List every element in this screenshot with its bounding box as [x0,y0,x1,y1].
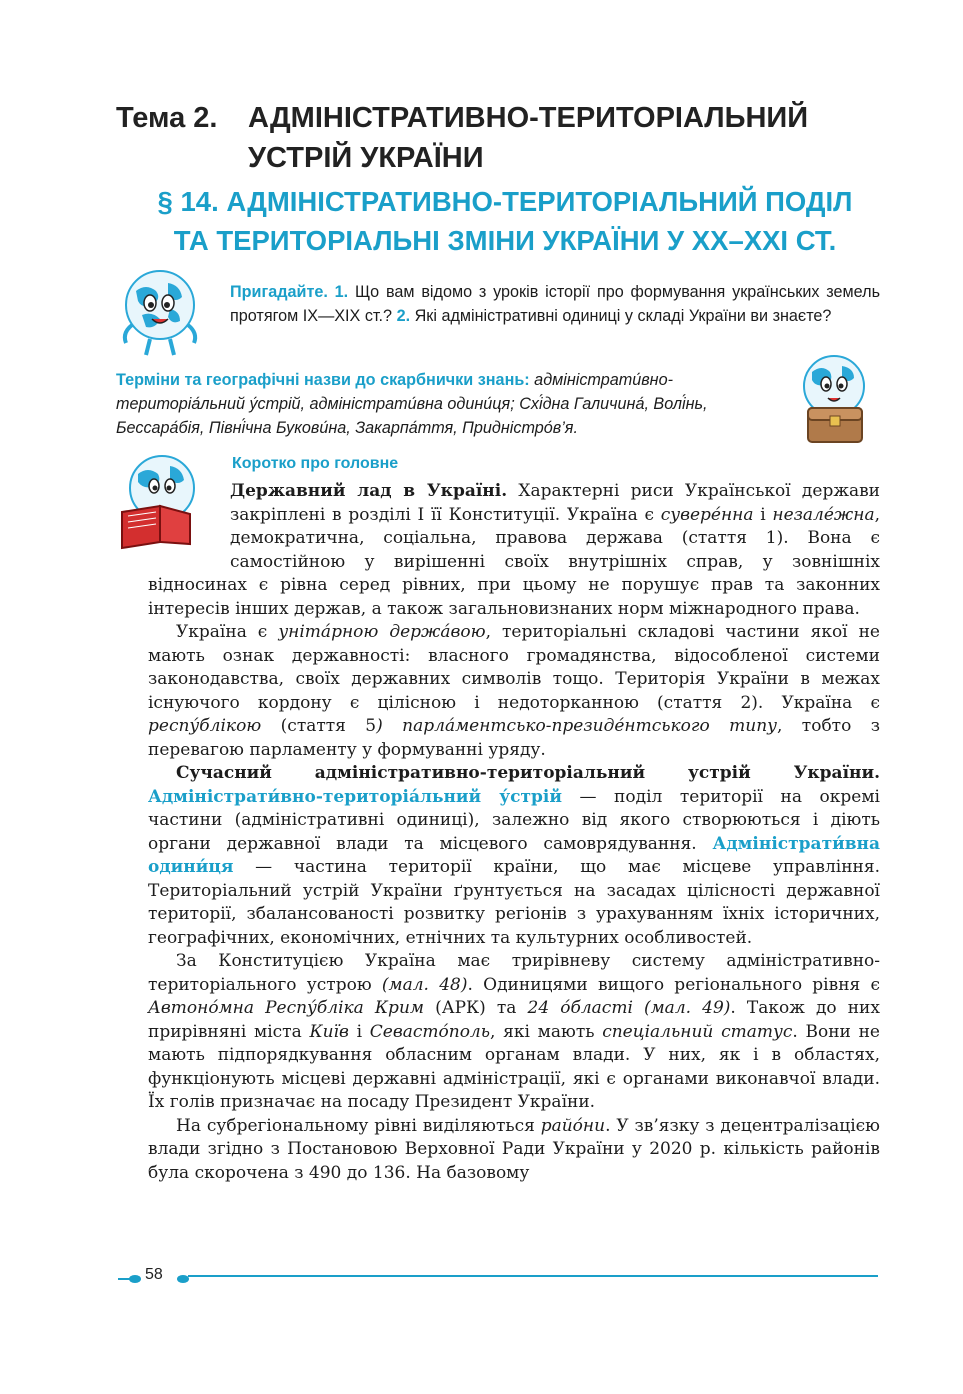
text-span: — поділ території на окремі частини (адміністративні одиниці), залежно від якого створюються і діють органи державної влади та місцевого самоврядування. [148,786,880,854]
italic-span: ) парла́ментсько-президе́нтського типу [376,716,777,736]
terms-list: адміністрати́вно-територіа́льний у́стрій, адміністрати́вна одини́ця; Схі́дна Галичина́, Волі́нь, Бессара́бія, Півні́чна Букови́на, Закарпа́ття, Придністро́в’я. [116,371,708,437]
text-span: На субрегіональному рівні виділяються [176,1115,541,1136]
footer-rule [188,1275,878,1277]
text-span: Україна є [176,622,279,642]
italic-span: спеціальний статус [602,1021,793,1042]
topic-title [248,98,888,178]
text-span: , тобто з перевагою парламенту у формуванні уряду. [148,716,880,760]
mascot-space [148,480,230,572]
page-number: 58 [145,1266,163,1283]
text-span: Характерні риси Української держави закріплені в розділі І її Конституції. Україна є [230,481,881,525]
text-span: , демократична, соціальна, правова держава (стаття 1). Вона є самостійною у вирішенні своїх внутрішніх справ, у зовнішніх відносинах є рівна серед рівних, при цьому не порушує прав та законних інтересів інших держав, а також загальновизнаних норм міжнародного права. [148,504,880,619]
italic-span: 24 о́бласті (мал. 49) [527,998,731,1018]
recall-block [230,280,880,328]
text-span: і [753,504,773,525]
italic-span: сувере́нна [660,504,754,525]
term-highlight: Адміністрати́вно-територіа́льний у́стрій [148,786,562,807]
topic-title-line1: АДМІНІСТРАТИВНО-ТЕРИТОРІАЛЬНИЙ [248,102,809,134]
heading-state-system: Державний лад в Україні. [230,481,508,501]
globe-mascot-icon [112,265,208,361]
italic-span: Автоно́мна Респу́бліка Крим [148,998,424,1018]
recall-question-2: Які адміністративні одиниці у складі України ви знаєте? [410,307,832,325]
paragraph-title [100,182,910,260]
italic-span: Київ [309,1021,349,1042]
paragraph-3 [148,762,880,950]
italic-span: уніта́рною держа́вою [278,622,486,642]
main-text [148,480,880,1185]
italic-span: респу́блікою [148,716,262,736]
text-span: і [348,1021,370,1042]
text-span: , які мають [490,1021,603,1042]
italic-span: незале́жна [772,504,875,525]
text-span: . Також до них прирівняні міста [148,998,880,1042]
terms-label: Терміни та географічні назви до скарбнички знань: [116,371,530,389]
paragraph-2 [148,621,880,762]
paragraph-4 [148,950,880,1115]
topic-label: Тема 2. [116,102,218,134]
text-span: (стаття 5 [261,716,377,736]
short-summary-title: Коротко про головне [232,455,399,472]
italic-span: Севасто́поль [369,1021,491,1042]
paragraph-1 [148,480,880,621]
terms-block [116,368,776,440]
paragraph-title-line2: ТА ТЕРИТОРІАЛЬНІ ЗМІНИ УКРАЇНИ У XX–XXI СТ. [173,225,837,256]
paragraph-title-line1: § 14. АДМІНІСТРАТИВНО-ТЕРИТОРІАЛЬНИЙ ПОДІЛ [157,186,853,217]
recall-number-2: 2. [396,307,411,325]
text-span: . У зв’язку з децентралізацією влади згідно з Постановою Верховної Ради України у 2020 р. кількість районів була скорочена з 490 до 136. На базовому [148,1115,880,1183]
text-span: За Конституцією Україна має трирівневу систему адміністративно-територіального устрою [148,951,880,995]
paragraph-5 [148,1115,880,1186]
globe-treasure-chest-icon [790,350,880,446]
italic-span: райо́ни [540,1115,606,1136]
text-span: — частина території країни, що має місцеве управління. Територіальний устрій України ґрунтується на засадах цілісності державної території, збалансованості розвитку регіонів з урахуванням їхніх історичних, географічних, економічних, етнічних та культурних особливостей. [148,857,880,948]
text-span: (АРК) та [423,998,528,1018]
recall-label: Пригадайте. 1. [230,283,349,301]
recall-question-1: Що вам відомо з уроків історії про формування українських земель протягом IX—XIX ст.? [230,283,881,325]
text-span: . Одиницями вищого регіонального рівня є [467,974,881,995]
term-highlight: Адміністрати́вна одини́ця [148,833,880,877]
heading-admin-structure: Сучасний адміністративно-територіальний устрій України. [176,763,880,783]
text-span: . Вони не мають підпорядкування обласним органам влади. У них, як і в областях, функціонують місцеві державні адміністрації, які є органами виконавчої влади. Їх голів призначає на посаду Президент України. [148,1021,880,1112]
italic-span: (мал. 48) [381,974,468,995]
topic-title-line2: УСТРІЙ УКРАЇНИ [248,142,484,174]
footer-ornament-left [118,1270,142,1282]
text-span: , територіальні складові частини якої не мають ознак державності: власного громадянства, відособленої системи законодавства, своїх державних символів тощо. Територія України в межах існуючого кордону є цілісною і недоторканною (стаття 2). Україна є [148,622,880,713]
